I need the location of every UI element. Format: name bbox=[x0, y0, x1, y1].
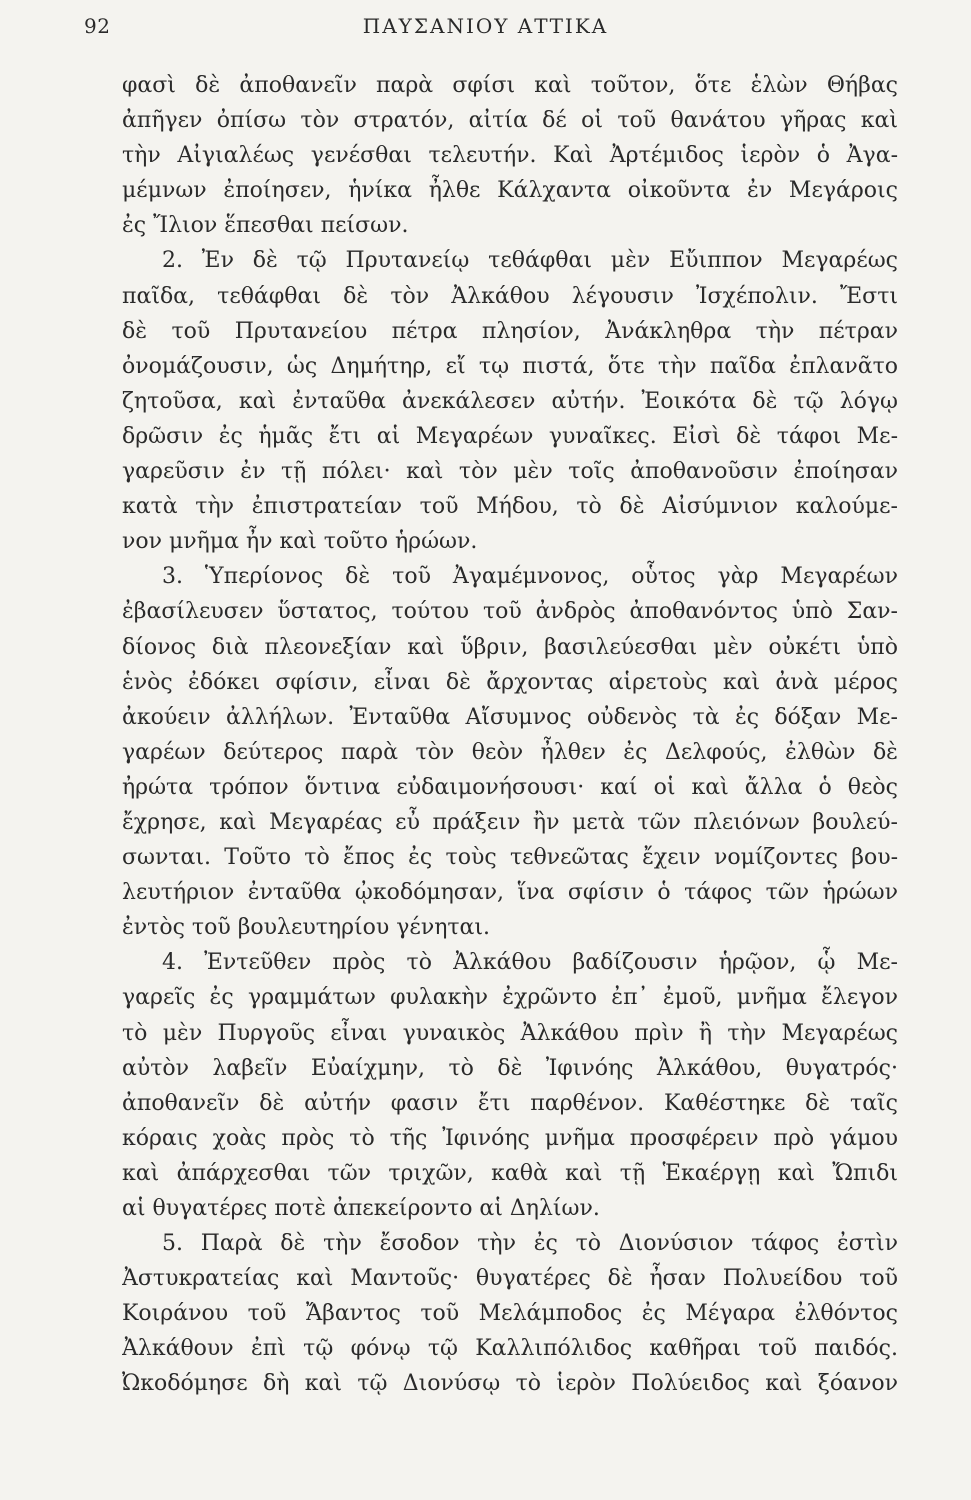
text-line: ἀπῆγεν ὀπίσω τὸν στρατόν, αἰτία δέ οἱ τοῦ θανάτου γῆρας καὶ bbox=[122, 108, 898, 134]
text-line: ἠρώτα τρόπον ὅντινα εὐδαιμονήσουσι· καί οἱ καὶ ἄλλα ὁ θεὸς bbox=[122, 774, 898, 800]
text-line: καὶ ἀπάρχεσθαι τῶν τριχῶν, καθὰ καὶ τῇ Ἑκαέργῃ καὶ Ὤπιδι bbox=[122, 1160, 898, 1186]
text-line: δὲ τοῦ Πρυτανείου πέτρα πλησίον, Ἀνάκληθρα τὴν πέτραν bbox=[122, 318, 898, 344]
text-line: ἑνὸς ἐδόκει σφίσιν, εἶναι δὲ ἄρχοντας αἱρετοὺς καὶ ἀνὰ μέρος bbox=[122, 669, 898, 695]
text-line: κατὰ τὴν ἐπιστρατείαν τοῦ Μήδου, τὸ δὲ Αἰσύμνιον καλούμε- bbox=[122, 494, 898, 520]
text-line: τὸ μὲν Πυργοῦς εἶναι γυναικὸς Ἀλκάθου πρὶν ἢ τὴν Μεγαρέως bbox=[122, 1020, 898, 1046]
text-line: Ἀλκάθουν ἐπὶ τῷ φόνῳ τῷ Καλλιπόλιδος καθῆραι τοῦ παιδός. bbox=[122, 1336, 898, 1362]
text-line: δρῶσιν ἐς ἡμᾶς ἔτι αἱ Μεγαρέων γυναῖκες. Εἰσὶ δὲ τάφοι Με- bbox=[122, 423, 898, 449]
text-line: ἀκούειν ἀλλήλων. Ἐνταῦθα Αἴσυμνος οὐδενὸς τὰ ἐς δόξαν Με- bbox=[122, 704, 898, 730]
text-line: νον μνῆμα ἦν καὶ τοῦτο ἡρώων. bbox=[122, 529, 478, 555]
text-line: 3. Ὑπερίονος δὲ τοῦ Ἀγαμέμνονος, οὗτος γὰρ Μεγαρέων bbox=[162, 564, 898, 590]
text-line: 4. Ἐντεῦθεν πρὸς τὸ Ἀλκάθου βαδίζουσιν ἡρῷον, ᾧ Με- bbox=[162, 950, 898, 976]
text-line: κόραις χοὰς πρὸς τὸ τῆς Ἰφινόης μνῆμα προσφέρειν πρὸ γάμου bbox=[122, 1125, 898, 1151]
text-line: ἐντὸς τοῦ βουλευτηρίου γένηται. bbox=[122, 915, 491, 941]
text-line: φασὶ δὲ ἀποθανεῖν παρὰ σφίσι καὶ τοῦτον, ὅτε ἑλὼν Θήβας bbox=[122, 73, 898, 98]
text-line: γαρεῖς ἐς γραμμάτων φυλακὴν ἐχρῶντο ἐπ᾽ ἐμοῦ, μνῆμα ἔλεγον bbox=[122, 985, 898, 1011]
text-line: 5. Παρὰ δὲ τὴν ἔσοδον τὴν ἐς τὸ Διονύσιον τάφος ἐστὶν bbox=[162, 1231, 898, 1257]
text-line: ἀποθανεῖν δὲ αὐτήν φασιν ἔτι παρθένον. Καθέστηκε δὲ ταῖς bbox=[122, 1090, 898, 1116]
text-line: γαρέων δεύτερος παρὰ τὸν θεὸν ἦλθεν ἐς Δελφούς, ἐλθὼν δὲ bbox=[122, 739, 898, 765]
text-line: ὀνομάζουσιν, ὡς Δημήτηρ, εἴ τῳ πιστά, ὅτε τὴν παῖδα ἐπλανᾶτο bbox=[122, 353, 898, 379]
body-text bbox=[122, 68, 898, 1402]
text-line: ἔχρησε, καὶ Μεγαρέας εὖ πράξειν ἢν μετὰ τῶν πλειόνων βουλεύ- bbox=[122, 809, 898, 835]
page-number: 92 bbox=[84, 14, 111, 38]
text-line: αὐτὸν λαβεῖν Εὐαίχμην, τὸ δὲ Ἰφινόης Ἀλκάθου, θυγατρός· bbox=[122, 1055, 898, 1081]
text-line: ἐβασίλευσεν ὕστατος, τούτου τοῦ ἀνδρὸς ἀποθανόντος ὑπὸ Σαν- bbox=[122, 599, 898, 625]
text-line: ἐς Ἴλιον ἕπεσθαι πείσων. bbox=[122, 213, 409, 239]
running-title: ΠΑΥΣΑΝΙΟΥ ΑΤΤΙΚΑ bbox=[362, 14, 609, 38]
text-line: παῖδα, τεθάφθαι δὲ τὸν Ἀλκάθου λέγουσιν Ἰσχέπολιν. Ἔστι bbox=[122, 283, 898, 309]
text-line: Ὠκοδόμησε δὴ καὶ τῷ Διονύσῳ τὸ ἱερὸν Πολύειδος καὶ ξόανον bbox=[122, 1371, 898, 1397]
text-line: Ἀστυκρατείας καὶ Μαντοῦς· θυγατέρες δὲ ἦσαν Πολυείδου τοῦ bbox=[122, 1266, 898, 1292]
text-line: αἱ θυγατέρες ποτὲ ἀπεκείροντο αἱ Δηλίων. bbox=[122, 1196, 600, 1221]
text-line: 2. Ἐν δὲ τῷ Πρυτανείῳ τεθάφθαι μὲν Εὔιππον Μεγαρέως bbox=[162, 248, 898, 274]
text-line: τὴν Αἰγιαλέως γενέσθαι τελευτήν. Καὶ Ἀρτέμιδος ἱερὸν ὁ Ἀγα- bbox=[122, 143, 898, 169]
text-line: Κοιράνου τοῦ Ἄβαντος τοῦ Μελάμποδος ἐς Μέγαρα ἐλθόντος bbox=[122, 1301, 898, 1327]
text-line: ζητοῦσα, καὶ ἐνταῦθα ἀνεκάλεσεν αὐτήν. Ἐοικότα δὲ τῷ λόγῳ bbox=[122, 388, 898, 414]
text-line: σωνται. Τοῦτο τὸ ἔπος ἐς τοὺς τεθνεῶτας ἔχειν νομίζοντες βου- bbox=[122, 845, 898, 871]
text-line: μέμνων ἐποίησεν, ἡνίκα ἦλθε Κάλχαντα οἰκοῦντα ἐν Μεγάροις bbox=[122, 178, 898, 204]
text-line: λευτήριον ἐνταῦθα ᾠκοδόμησαν, ἵνα σφίσιν ὁ τάφος τῶν ἡρώων bbox=[122, 880, 898, 906]
text-line: γαρεῦσιν ἐν τῇ πόλει· καὶ τὸν μὲν τοῖς ἀποθανοῦσιν ἐποίησαν bbox=[122, 459, 898, 485]
text-line: δίονος διὰ πλεονεξίαν καὶ ὕβριν, βασιλεύεσθαι μὲν οὐκέτι ὑπὸ bbox=[122, 634, 898, 660]
